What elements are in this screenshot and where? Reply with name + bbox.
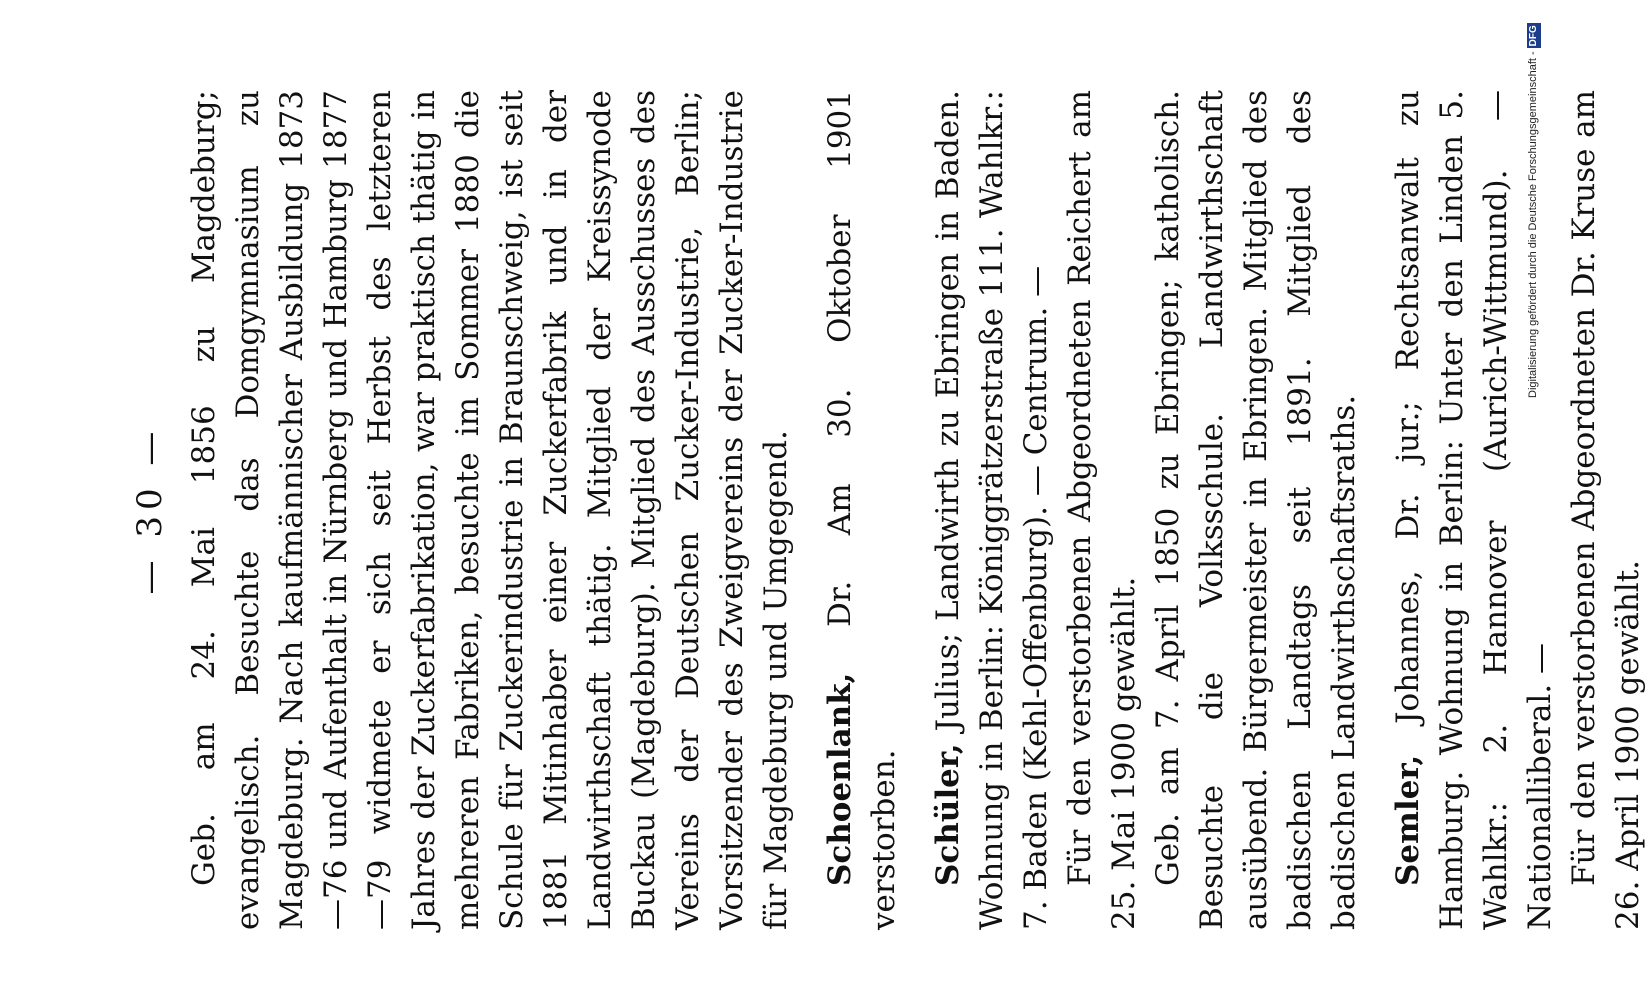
member-name: Semler, bbox=[1390, 754, 1426, 886]
digitization-credit bbox=[1522, 8, 1544, 398]
biography-paragraph-1 bbox=[182, 90, 798, 930]
section-gap bbox=[798, 90, 818, 930]
page-body bbox=[182, 90, 1650, 930]
dfg-logo: DFG bbox=[1528, 25, 1539, 47]
section-gap bbox=[1366, 90, 1386, 930]
election-note bbox=[1562, 90, 1650, 930]
section-gap bbox=[906, 90, 926, 930]
biography-paragraph-2 bbox=[1146, 90, 1366, 930]
paragraph-text: Geb. am 24. Mai 1856 zu Magdeburg; evangelisch. Besuchte das Domgymnasium zu Magdeburg. Nach kaufmännischer Ausbildung 1873—76 und Aufenthalt in Nürnberg und Hamburg 1877—79 widmete er sich seit Herbst des letzteren Jahres der Zuckerfabrikation, war praktisch thätig in mehreren Fabriken, besuchte im Sommer 1880 die Schule für Zuckerindustrie in Braunschweig, ist seit 1881 Mitinhaber einer Zuckerfabrik und in der Landwirthschaft thätig. Mitglied der Kreissynode Buckau (Magdeburg). Mitglied des Ausschusses des Vereins der Deutschen Zucker-Industrie, Berlin; Vorsitzender des Zweigvereins der Zucker-Industrie für Magdeburg und Umgegend. bbox=[186, 90, 794, 930]
paragraph-text: Für den verstorbenen Abgeordneten Reichert am 25. Mai 1900 gewählt. bbox=[1062, 90, 1142, 930]
member-name: Schoenlank, bbox=[822, 672, 858, 886]
credit-text: Digitalisierung gefördert durch die Deutsche Forschungsgemeinschaft - bbox=[1527, 51, 1539, 398]
credit-line bbox=[1522, 8, 1544, 398]
entry-text: Julius; Landwirth zu Ebringen in Baden. Wohnung in Berlin: Königgrätzerstraße 111. Wahlkr.: 7. Baden (Kehl-Offenburg). — Centrum. — bbox=[930, 90, 1054, 930]
member-name: Schüler, bbox=[930, 743, 966, 886]
paragraph-text: Für den verstorbenen Abgeordneten Dr. Kruse am 26. April 1900 gewählt. bbox=[1566, 90, 1646, 930]
paragraph-text: Geb. am 7. April 1850 zu Ebringen; katholisch. Besuchte die Volksschule. Landwirthschaft ausübend. Bürgermeister in Ebringen. Mitglied des badischen Landtags seit 1891. Mitglied des badischen Landwirthschaftsraths. bbox=[1150, 90, 1362, 930]
election-note bbox=[1058, 90, 1146, 930]
page-number: — 30 — bbox=[130, 425, 170, 595]
entry-schoenlank bbox=[818, 90, 906, 930]
entry-text: Dr. Am 30. Oktober 1901 verstorben. bbox=[822, 90, 902, 930]
entry-schueler bbox=[926, 90, 1058, 930]
entry-text: Johannes, Dr. jur.; Rechtsanwalt zu Hamburg. Wohnung in Berlin: Unter den Linden 5. Wahlkr.: 2. Hannover (Aurich-Wittmund). — Nationalliberal. — bbox=[1390, 90, 1558, 930]
